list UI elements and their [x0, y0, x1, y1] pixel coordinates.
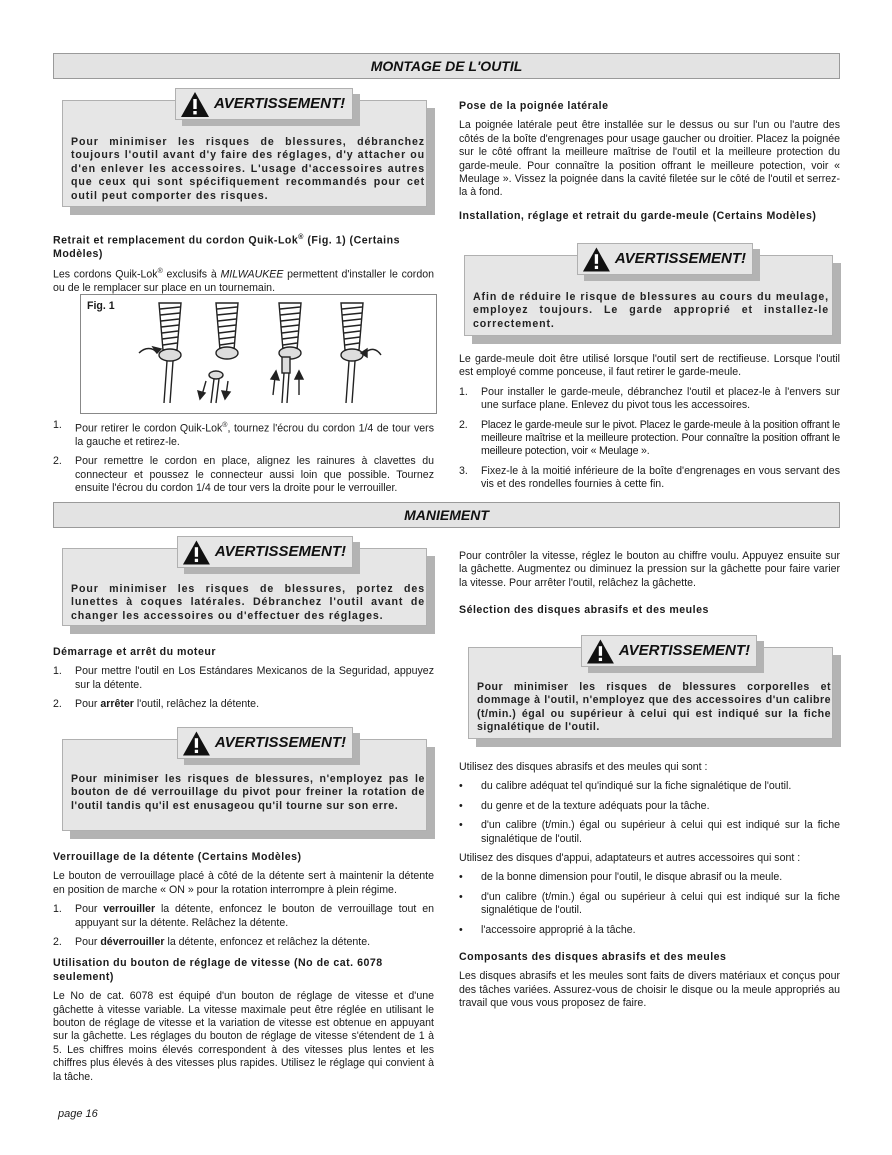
page-number: page 16	[58, 1108, 98, 1120]
list-item: 2. Pour remettre le cordon en place, alignez les rainures à clavettes du connecteur et poussez le connecteur aussi loin que possible. Tournez ensuite l'écrou du cordon 1/4 de tour vers la droite pour le verrouiller.	[53, 455, 434, 495]
warning-triangle-icon	[582, 246, 611, 273]
section-heading: Installation, réglage et retrait du garde-meule (Certains Modèles)	[459, 209, 817, 222]
bullet-item: • d'un calibre (t/min.) égal ou supérieur à celui qui est indiqué sur la fiche signalétique de l'outil.	[459, 890, 840, 917]
warning-text: Pour minimiser les risques de blessures, n'employez pas le bouton de dé verrouillage du pivot pour freiner la rotation de l'outil tandis qu'il est enusageou qu'il tourne sur son erre.	[71, 773, 425, 812]
garde-section	[459, 353, 840, 498]
warning-box	[62, 543, 435, 634]
vitesse-continued	[459, 550, 840, 622]
warning-label: AVERTISSEMENT!	[577, 243, 753, 275]
warning-triangle-icon	[586, 638, 615, 665]
paragraph: Utilisez des disques abrasifs et des meules qui sont :	[459, 761, 708, 773]
warning-text: Afin de réduire le risque de blessures au cours du meulage, employez toujours. Le garde approprié et installez-le correctement.	[473, 291, 829, 330]
paragraph: Le garde-meule doit être utilisé lorsque l'outil sert de rectifieuse. Lorsque l'outil est employé comme ponceuse, il faut retirer le garde-meule.	[459, 353, 840, 379]
figure-1	[80, 294, 437, 414]
section-heading: Utilisation du bouton de réglage de vitesse (No de cat. 6078 seulement)	[53, 957, 383, 983]
warning-triangle-icon	[182, 539, 211, 566]
warning-text: Pour minimiser les risques de blessures, portez des lunettes à coques latérales. Débranchez l'outil avant de changer les accessoires ou d'effectuer des réglages.	[71, 583, 425, 622]
list-item: 3. Fixez-le à la moitié inférieure de la boîte d'engrenages en vous servant des vis et des rondelles fournies à cette fin.	[459, 464, 840, 491]
paragraph: Utilisez des disques d'appui, adaptateurs et autres accessoires qui sont :	[459, 852, 801, 865]
list-item: 1. Pour retirer le cordon Quik-Lok®, tournez l'écrou du cordon 1/4 de tour vers la gauche et retirez-le.	[53, 419, 435, 448]
quiklok-section	[53, 231, 434, 302]
warning-label: AVERTISSEMENT!	[581, 635, 757, 667]
bullet-item: • du calibre adéquat tel qu'indiqué sur la fiche signalétique de l'outil.	[459, 780, 792, 793]
bullet-item: • du genre et de la texture adéquats pour la tâche.	[459, 799, 710, 812]
section-heading: Sélection des disques abrasifs et des meules	[459, 604, 709, 617]
paragraph: Les disques abrasifs et les meules sont faits de divers matériaux et conçus pour des tâches variées. Assurez-vous de choisir le disque ou la meule appropriés au travail que vous vous proposez de faire.	[459, 970, 840, 1010]
bullet-item: • l'accessoire approprié à la tâche.	[459, 923, 636, 936]
section-heading: Retrait et remplacement du cordon Quik-Lok® (Fig. 1) (Certains Modèles)	[53, 234, 400, 260]
selection-section	[459, 761, 840, 1017]
warning-label: AVERTISSEMENT!	[177, 727, 353, 759]
section-heading: Pose de la poignée latérale	[459, 100, 609, 112]
list-item: 1. Pour installer le garde-meule, débranchez l'outil et placez-le à l'envers sur une surface plane. Enlevez du pivot tous les accessoires.	[459, 385, 840, 412]
paragraph: Le No de cat. 6078 est équipé d'un bouton de réglage de vitesse et d'une gâchette à vitesse variable. La vitesse maximale peut être réglée en utilisant le bouton de réglage de vitesse et la variation de vitesse est obtenue en appuyant sur la gâchette. Les réglages du bouton de réglage de vitesse s'étendent de 1 à 5. Les chiffres moins élevés correspondent à des vitesses plus lentes et les chiffres plus élevés à des vitesses plus rapides. Utilisez le réglage qui convient à la tâche.	[53, 990, 434, 1083]
warning-text: Pour minimiser les risques de blessures, débranchez toujours l'outil avant d'y faire des réglages, d'y attacher ou d'en enlever les accessoires. L'usage d'accessoires autres que ceux qui sont spécifiquement recommandés pour cet outil peut comporter des risques.	[71, 136, 425, 202]
section-heading: Démarrage et arrêt du moteur	[53, 646, 216, 658]
warning-triangle-icon	[180, 91, 210, 118]
warning-triangle-icon	[182, 730, 211, 757]
quiklok-list	[53, 419, 434, 502]
verrouillage-section	[53, 851, 434, 1090]
bullet-item: • d'un calibre (t/min.) égal ou supérieur à celui qui est indiqué sur la fiche signalétique de l'outil.	[459, 819, 840, 845]
warning-box	[62, 95, 435, 215]
demarrage-section	[53, 646, 434, 718]
list-item: 2. Pour arrêter l'outil, relâchez la détente.	[53, 698, 260, 711]
warning-box	[468, 642, 841, 747]
figure-label: Fig. 1	[87, 300, 115, 312]
warning-label: AVERTISSEMENT!	[177, 536, 353, 568]
warning-label: AVERTISSEMENT!	[175, 88, 353, 120]
list-item: 2. Pour déverrouiller la détente, enfoncez et relâchez la détente.	[53, 936, 371, 949]
list-item: 1. Pour verrouiller la détente, enfoncez le bouton de verrouillage tout en appuyant sur la détente. Relâchez la détente.	[53, 903, 434, 929]
warning-box	[464, 250, 841, 344]
paragraph: Les cordons Quik-Lok® exclusifs à MILWAUKEE permettent d'installer le cordon ou de le remplacer sur place en un tournemain.	[53, 268, 434, 295]
list-item: 2. Placez le garde-meule sur le pivot. Placez le garde-meule à la position offrant le meilleure maîtrise et la meilleure protection. Pour connaître la position offrant le meilleure potection, voir « Meulage ».	[459, 418, 840, 458]
list-item: 1. Pour mettre l'outil en Los Estándares Mexicanos de la Seguridad, appuyez sur la détente.	[53, 665, 434, 691]
section-title-montage: MONTAGE DE L'OUTIL	[53, 53, 840, 79]
warning-box	[62, 734, 435, 839]
quiklok-illustration	[81, 295, 436, 413]
bullet-item: • de la bonne dimension pour l'outil, le disque abrasif ou la meule.	[459, 871, 783, 884]
section-heading: Verrouillage de la détente (Certains Modèles)	[53, 851, 302, 863]
section-heading: Composants des disques abrasifs et des meules	[459, 951, 727, 964]
paragraph: Pour contrôler la vitesse, réglez le bouton au chiffre voulu. Appuyez ensuite sur la gâchette. Augmentez ou diminuez la pression sur la gâchette pour faire varier la vitesse. Pour arrêter l'outil, relâchez la gâchette.	[459, 550, 840, 589]
paragraph: La poignée latérale peut être installée sur le dessus ou sur l'un ou l'autre des côtés de la boîte d'engrenages pour usage gaucher ou droitier. Placez la poignée sur le côté offrant la meilleure maîtrise de l'outil et la meilleure protection du garde-meule. Pour connaître la position offrant le meilleure potection, voir « Meulage ». Vissez la poignée dans la cavité filetée sur le côté de l'outil et serrez-la à fond.	[459, 119, 840, 199]
poignee-section	[459, 100, 840, 227]
section-title-maniement: MANIEMENT	[53, 502, 840, 528]
warning-text: Pour minimiser les risques de blessures corporelles et dommage à l'outil, n'employez que des accessoires d'un calibre (t/min.) égal ou supérieur à celui qui est indiqué sur la fiche signalétique de l'outil.	[477, 681, 831, 734]
paragraph: Le bouton de verrouillage placé à côté de la détente sert à maintenir la détente en position de marche « ON » pour la rotation interrompre à plein régime.	[53, 870, 434, 896]
